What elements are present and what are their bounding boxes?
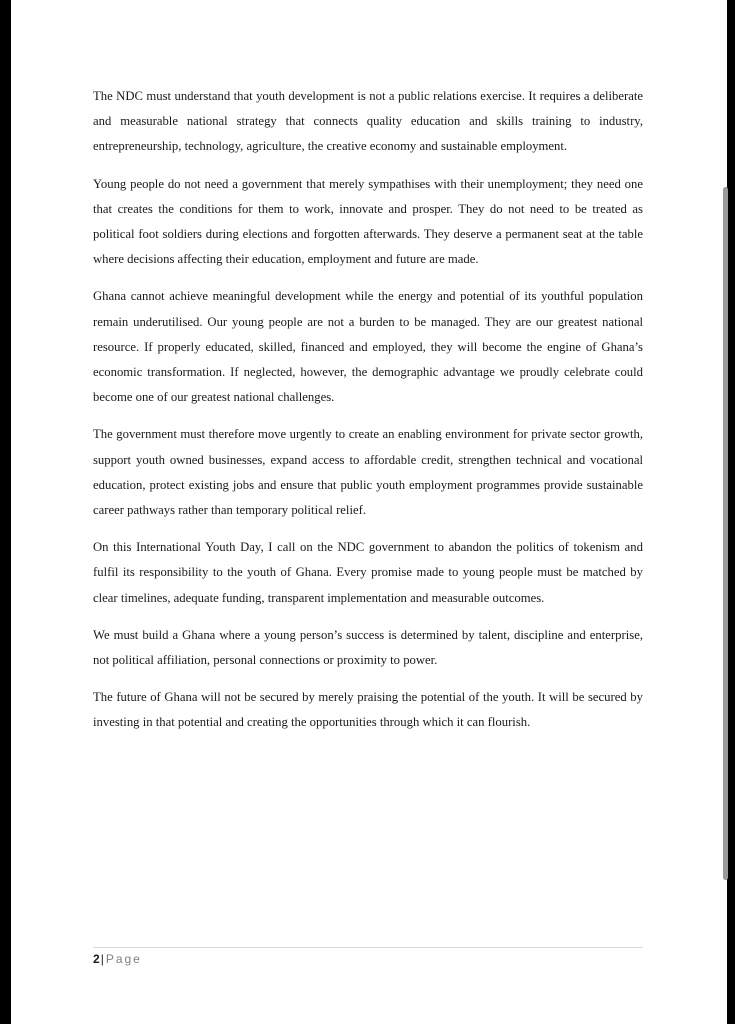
paragraph-youth-development-strategy: The NDC must understand that youth development is not a public relations exercise. It requires a deliberate and measurable national strategy that connects quality education and skills training to industry, entrepreneurship, technology, agriculture, the creative economy and sustainable employment.	[93, 89, 643, 154]
footer-divider	[93, 947, 643, 948]
paragraph-enabling-environment: The government must therefore move urgently to create an enabling environment for private sector growth, support youth owned businesses, expand access to affordable credit, strengthen technical and vocational education, protect existing jobs and ensure that public youth employment programmes provide sustainable career pathways rather than temporary political relief.	[93, 427, 643, 518]
paragraph-future-of-ghana: The future of Ghana will not be secured by merely praising the potential of the youth. It will be secured by investing in that potential and creating the opportunities through which it can flourish.	[93, 690, 643, 730]
page-footer	[93, 951, 142, 967]
document-page	[11, 0, 727, 1024]
paragraph-international-youth-day: On this International Youth Day, I call on the NDC government to abandon the politics of tokenism and fulfil its responsibility to the youth of Ghana. Every promise made to young people must be matched by clear timelines, adequate funding, transparent implementation and measurable outcomes.	[93, 540, 643, 605]
vertical-scrollbar[interactable]	[723, 187, 728, 880]
paragraph-young-people-needs: Young people do not need a government that merely sympathises with their unemployment; they need one that creates the conditions for them to work, innovate and prosper. They do not need to be treated as political foot soldiers during elections and forgotten afterwards. They deserve a permanent seat at the table where decisions affecting their education, employment and future are made.	[93, 176, 643, 267]
page-number: 2	[93, 952, 100, 966]
page-label: Page	[105, 952, 142, 966]
document-body	[93, 84, 643, 748]
paragraph-meaningful-development: Ghana cannot achieve meaningful development while the energy and potential of its youthful population remain underutilised. Our young people are not a burden to be managed. They are our greatest national resource. If properly educated, skilled, financed and employed, they will become the engine of Ghana’s economic transformation. If neglected, however, the demographic advantage we proudly celebrate could become one of our greatest national challenges.	[93, 289, 643, 405]
page-number-separator: |	[100, 952, 104, 966]
paragraph-build-a-ghana: We must build a Ghana where a young person’s success is determined by talent, discipline and enterprise, not political affiliation, personal connections or proximity to power.	[93, 627, 643, 668]
